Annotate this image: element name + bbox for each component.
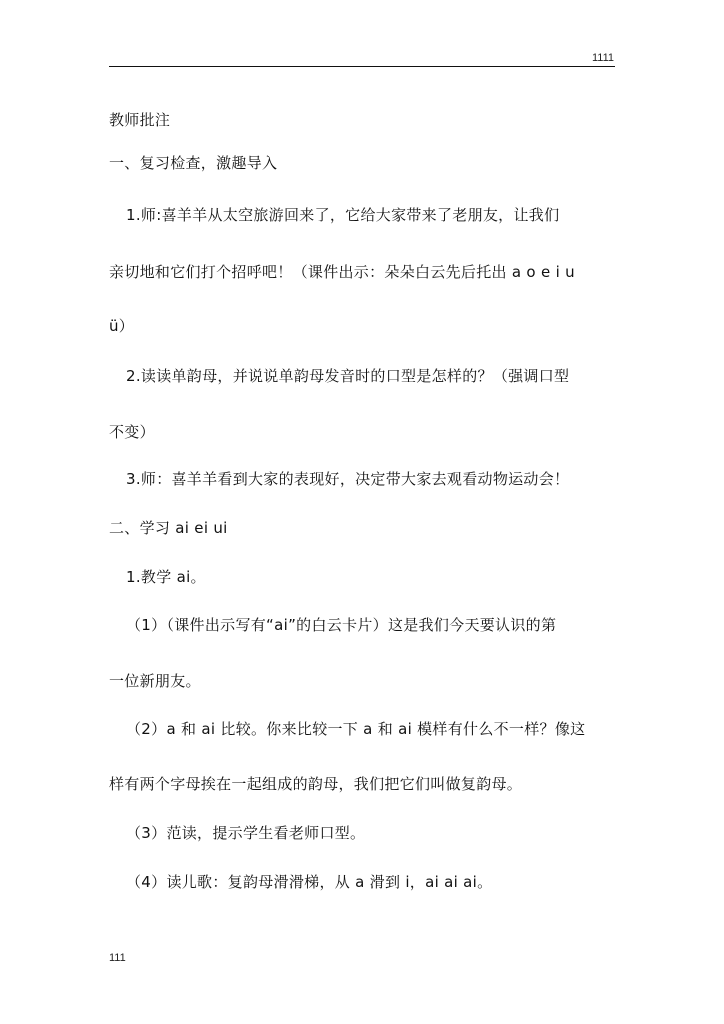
paragraph-line: 2.读读单韵母，并说说单韵母发音时的口型是怎样的？（强调口型 <box>126 367 570 385</box>
paragraph-line: ü） <box>109 317 135 335</box>
paragraph-line: 1.师:喜羊羊从太空旅游回来了，它给大家带来了老朋友，让我们 <box>126 206 560 224</box>
paragraph-line: （2）a 和 ai 比较。你来比较一下 a 和 ai 模样有什么不一样？像这 <box>126 720 586 738</box>
paragraph-line: 3.师：喜羊羊看到大家的表现好，决定带大家去观看动物运动会！ <box>126 470 570 488</box>
paragraph-line: 样有两个字母挨在一起组成的韵母，我们把它们叫做复韵母。 <box>109 775 523 793</box>
paragraph-line: （4）读儿歌：复韵母滑滑梯，从 a 滑到 i，ai ai ai。 <box>126 873 493 891</box>
paragraph-line: 不变） <box>109 423 155 441</box>
paragraph-line: 亲切地和它们打个招呼吧！（课件出示：朵朵白云先后托出 a o e i u <box>109 263 575 281</box>
paragraph-line: （1）（课件出示写有“ai”的白云卡片）这是我们今天要认识的第 <box>126 616 557 634</box>
section-heading-review: 一、复习检查，激趣导入 <box>109 154 278 172</box>
paragraph-line: 1.教学 ai。 <box>126 568 206 586</box>
header-page-number: 1111 <box>591 52 614 64</box>
paragraph-line: 一位新朋友。 <box>109 672 201 690</box>
paragraph-line: （3）范读，提示学生看老师口型。 <box>126 824 366 842</box>
teacher-notes-heading: 教师批注 <box>109 111 171 129</box>
header-divider <box>109 66 615 67</box>
section-heading-learn: 二、学习 ai ei ui <box>109 519 228 537</box>
footer-page-number: 111 <box>109 952 126 964</box>
